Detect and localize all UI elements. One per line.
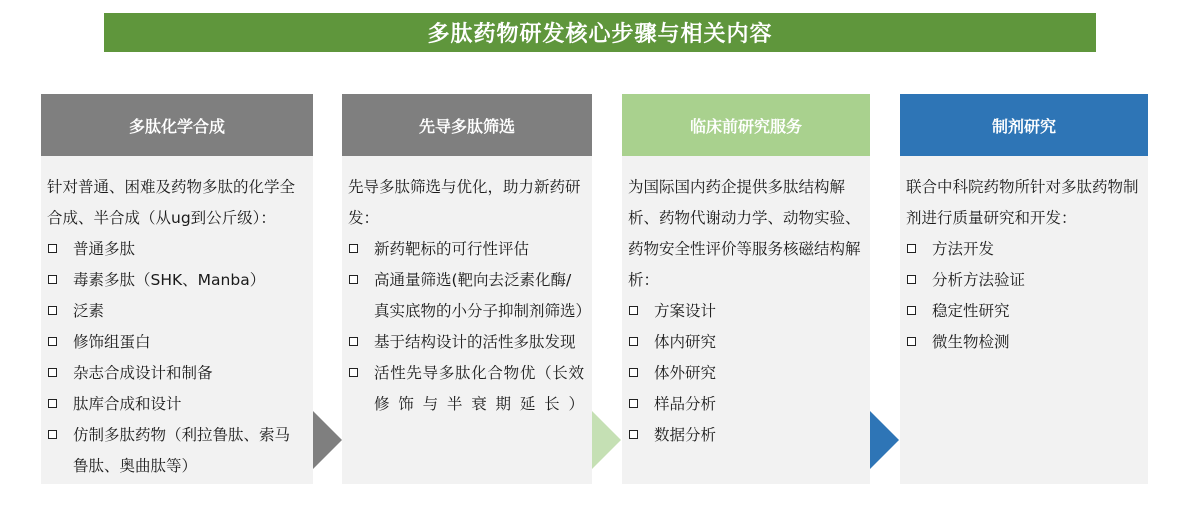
column-header: 多肽化学合成 [41, 94, 313, 156]
column-body [348, 172, 592, 420]
list-item: 方法开发 [906, 234, 1140, 265]
column-body [906, 172, 1140, 358]
list-item: 样品分析 [628, 389, 862, 420]
list-item: 体内研究 [628, 327, 862, 358]
list-item: 活性先导多肽化合物优（长效修饰与半衰期延长） [348, 358, 584, 420]
column-body [628, 172, 862, 451]
list-item: 高通量筛选(靶向去泛素化酶/真实底物的小分子抑制剂筛选） [348, 265, 584, 327]
column-intro: 为国际国内药企提供多肽结构解析、药物代谢动力学、动物实验、药物安全性评价等服务核磁结构解析： [628, 178, 861, 289]
item-list [348, 234, 592, 420]
step-column-preclinical [622, 94, 870, 484]
arrow-right-icon [313, 411, 342, 469]
list-item: 毒素多肽（SHK、Manba） [47, 265, 305, 296]
list-item: 泛素 [47, 296, 305, 327]
list-item: 仿制多肽药物（利拉鲁肽、索马鲁肽、奥曲肽等） [47, 420, 305, 482]
list-item: 新药靶标的可行性评估 [348, 234, 584, 265]
column-header: 先导多肽筛选 [342, 94, 592, 156]
column-header: 制剂研究 [900, 94, 1148, 156]
list-item: 修饰组蛋白 [47, 327, 305, 358]
page-title: 多肽药物研发核心步骤与相关内容 [104, 13, 1096, 52]
list-item: 数据分析 [628, 420, 862, 451]
step-column-chemical-synthesis [41, 94, 313, 484]
list-item: 微生物检测 [906, 327, 1140, 358]
list-item: 肽库合成和设计 [47, 389, 305, 420]
item-list [628, 296, 862, 451]
list-item: 体外研究 [628, 358, 862, 389]
column-header: 临床前研究服务 [622, 94, 870, 156]
step-column-formulation [900, 94, 1148, 484]
list-item: 方案设计 [628, 296, 862, 327]
step-column-lead-screening [342, 94, 592, 484]
column-intro: 先导多肽筛选与优化，助力新药研发： [348, 178, 581, 227]
list-item: 杂志合成设计和制备 [47, 358, 305, 389]
item-list [906, 234, 1140, 358]
list-item: 基于结构设计的活性多肽发现 [348, 327, 584, 358]
arrow-right-icon [870, 411, 899, 469]
column-intro: 联合中科院药物所针对多肽药物制剂进行质量研究和开发： [906, 178, 1139, 227]
item-list [47, 234, 305, 482]
arrow-right-icon [592, 411, 621, 469]
list-item: 分析方法验证 [906, 265, 1140, 296]
list-item: 稳定性研究 [906, 296, 1140, 327]
list-item: 普通多肽 [47, 234, 305, 265]
column-intro: 针对普通、困难及药物多肽的化学全合成、半合成（从ug到公斤级）： [47, 178, 296, 227]
column-body [47, 172, 305, 482]
